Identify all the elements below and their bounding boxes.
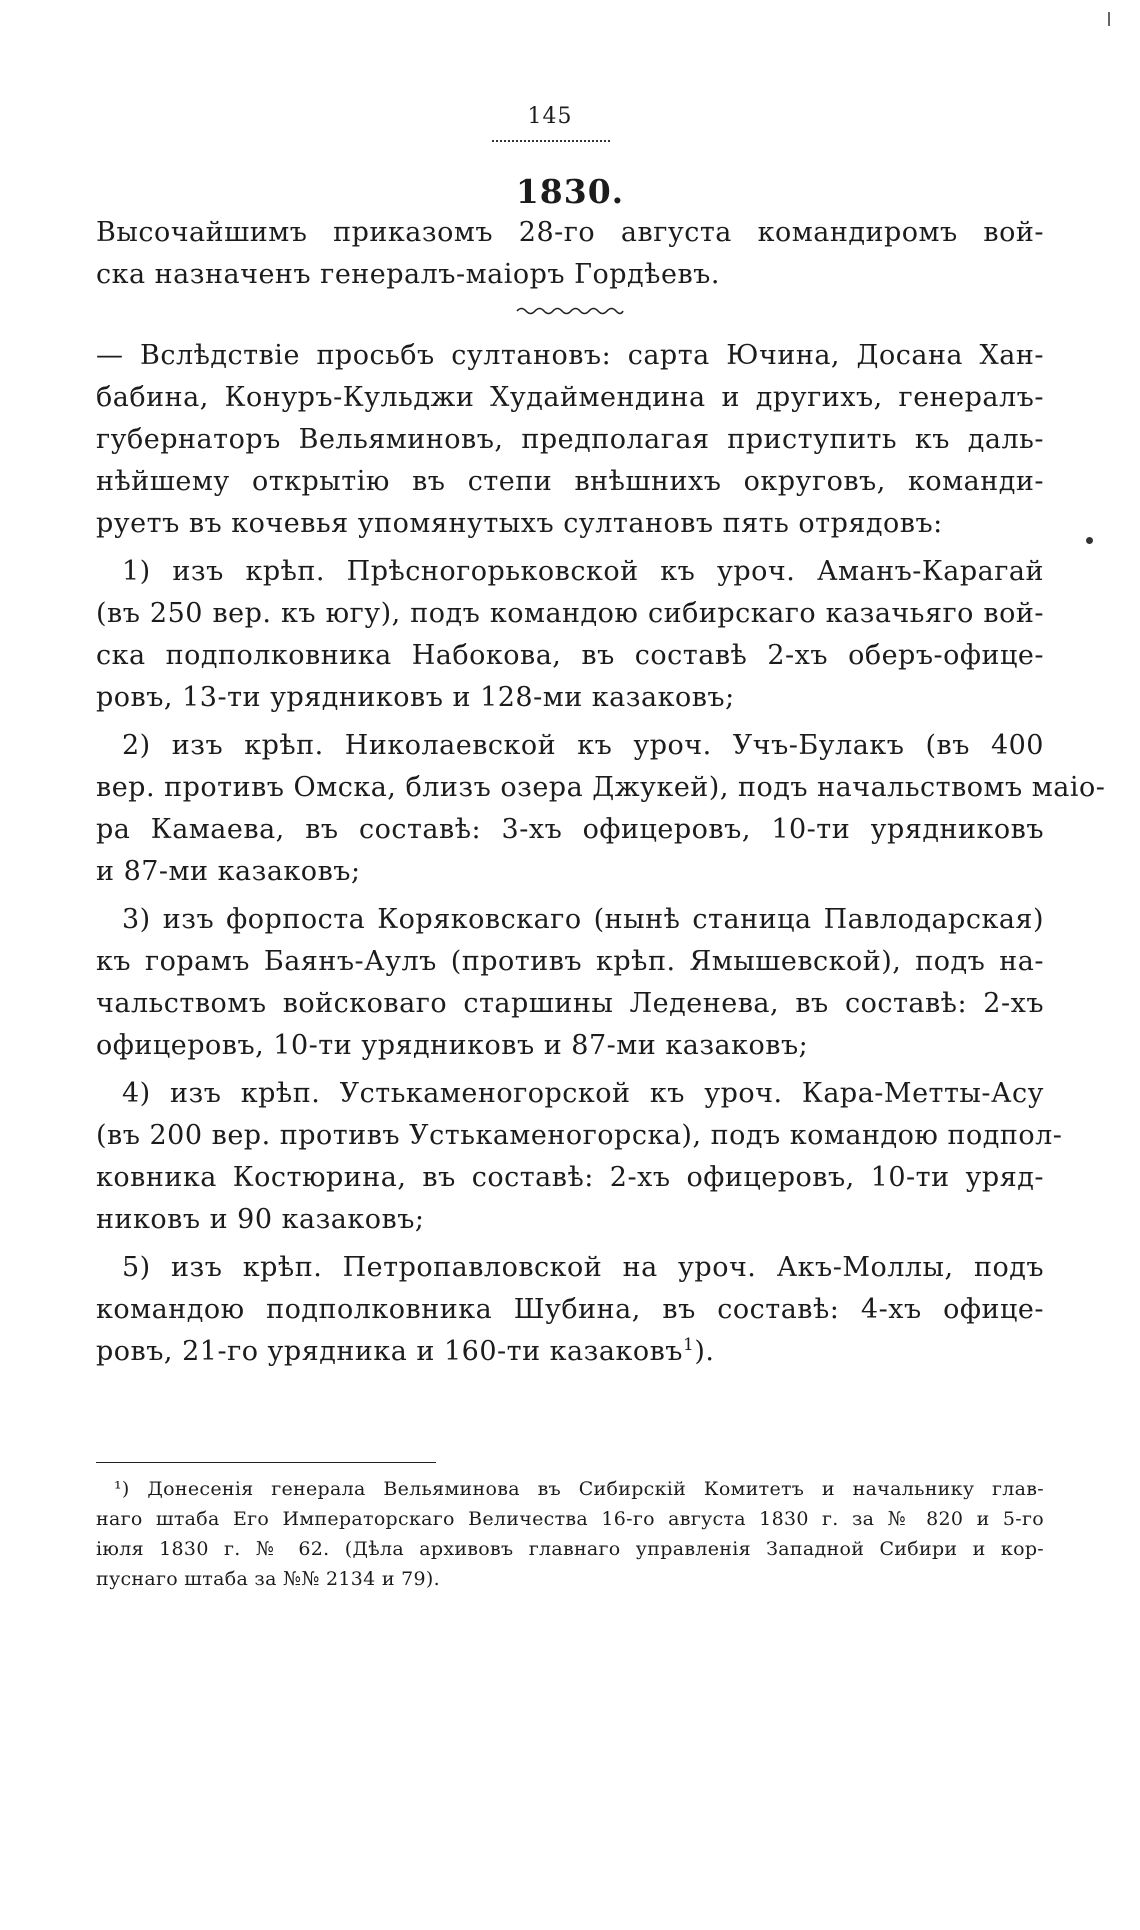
text-line: 1) изъ крѣп. Прѣсногорьковской къ уроч. Аманъ-Карагай: [122, 556, 1044, 587]
text-line: руетъ въ кочевья упомянутыхъ султановъ пять отрядовъ:: [96, 508, 943, 539]
footnote-line: іюля 1830 г. № 62. (Дѣла архивовъ главнаго управленія Западной Сибири и кор-: [96, 1538, 1044, 1560]
footnote-line: пуснаго штаба за №№ 2134 и 79).: [96, 1568, 440, 1590]
page-number: 145: [527, 104, 573, 129]
text-line: ра Камаева, въ составѣ: 3-хъ офицеровъ, 10-ти урядниковъ: [96, 814, 1044, 845]
text-line: бабина, Конуръ-Кульджи Худаймендина и другихъ, генералъ-: [96, 382, 1044, 413]
footnote-rule: [96, 1462, 436, 1463]
text-line: вер. противъ Омска, близъ озера Джукей), подъ начальствомъ маіо-: [96, 772, 1106, 803]
text-line: офицеровъ, 10-ти урядниковъ и 87-ми казаковъ;: [96, 1030, 809, 1061]
text-line: Высочайшимъ приказомъ 28-го августа командиромъ вой-: [96, 217, 1044, 248]
footnote-line: наго штаба Его Императорскаго Величества 16-го августа 1830 г. за № 820 и 5-го: [96, 1508, 1044, 1530]
text-line: ска подполковника Набокова, въ составѣ 2-хъ оберъ-офице-: [96, 640, 1044, 671]
text-line: къ горамъ Баянъ-Аулъ (противъ крѣп. Ямышевской), подъ на-: [96, 946, 1044, 977]
text-line: командою подполковника Шубина, въ составѣ: 4-хъ офице-: [96, 1294, 1044, 1325]
detachment-item-5: [96, 1247, 1044, 1373]
detachment-item-1: [96, 551, 1044, 719]
scan-mark: [1108, 12, 1110, 26]
text-line: (въ 250 вер. къ югу), подъ командою сибирскаго казачьяго вой-: [96, 598, 1044, 629]
text-line: ровъ, 13-ти урядниковъ и 128-ми казаковъ;: [96, 682, 735, 713]
paragraph-sultans-request: [96, 335, 1044, 545]
text-line: губернаторъ Вельяминовъ, предполагая приступить къ даль-: [96, 424, 1044, 455]
page-number-dotted-rule: [492, 140, 610, 142]
main-text: [96, 335, 1106, 1373]
text-line: и 87-ми казаковъ;: [96, 856, 361, 887]
text-line: (въ 200 вер. противъ Устькаменогорска), подъ командою подпол-: [96, 1120, 1063, 1151]
text-line: 3) изъ форпоста Коряковскаго (нынѣ станица Павлодарская): [122, 904, 1044, 935]
detachment-item-4: [96, 1073, 1063, 1241]
footnote: [96, 1474, 1044, 1594]
text-line: никовъ и 90 казаковъ;: [96, 1204, 425, 1235]
text-line: 5) изъ крѣп. Петропавловской на уроч. Акъ-Моллы, подъ: [122, 1252, 1044, 1283]
text-fragment: ровъ, 21-го урядника и 160-ти казаковъ: [96, 1336, 683, 1367]
section-year-heading: 1830.: [515, 172, 625, 211]
detachment-item-3: [96, 899, 1044, 1067]
text-fragment: ).: [694, 1336, 715, 1367]
text-line: — Вслѣдствіе просьбъ султановъ: сарта Ючина, Досана Хан-: [96, 340, 1044, 371]
text-line: ска назначенъ генералъ-маіоръ Гордѣевъ.: [96, 259, 720, 290]
footnote-line: [96, 1474, 1044, 1504]
margin-dot: [1086, 537, 1093, 544]
text-line: нѣйшему открытію въ степи внѣшнихъ округовъ, команди-: [96, 466, 1044, 497]
paragraph-appointment: [96, 212, 1044, 296]
text-line: чальствомъ войсковаго старшины Леденева, въ составѣ: 2-хъ: [96, 988, 1044, 1019]
footnote-text: Донесенія генерала Вельяминова въ Сибирскій Комитетъ и начальнику глав-: [147, 1478, 1045, 1500]
text-line: [96, 1331, 1044, 1373]
text-line: ковника Костюрина, въ составѣ: 2-хъ офицеровъ, 10-ти уряд-: [96, 1162, 1044, 1193]
detachment-item-2: [96, 725, 1106, 893]
text-line: 2) изъ крѣп. Николаевской къ уроч. Учъ-Булакъ (въ 400: [122, 730, 1044, 761]
wavy-separator-icon: [0, 303, 1140, 322]
footnote-reference: 1: [682, 1335, 695, 1355]
text-line: 4) изъ крѣп. Устькаменогорской къ уроч. Кара-Метты-Асу: [122, 1078, 1044, 1109]
footnote-marker: ¹): [114, 1478, 130, 1500]
